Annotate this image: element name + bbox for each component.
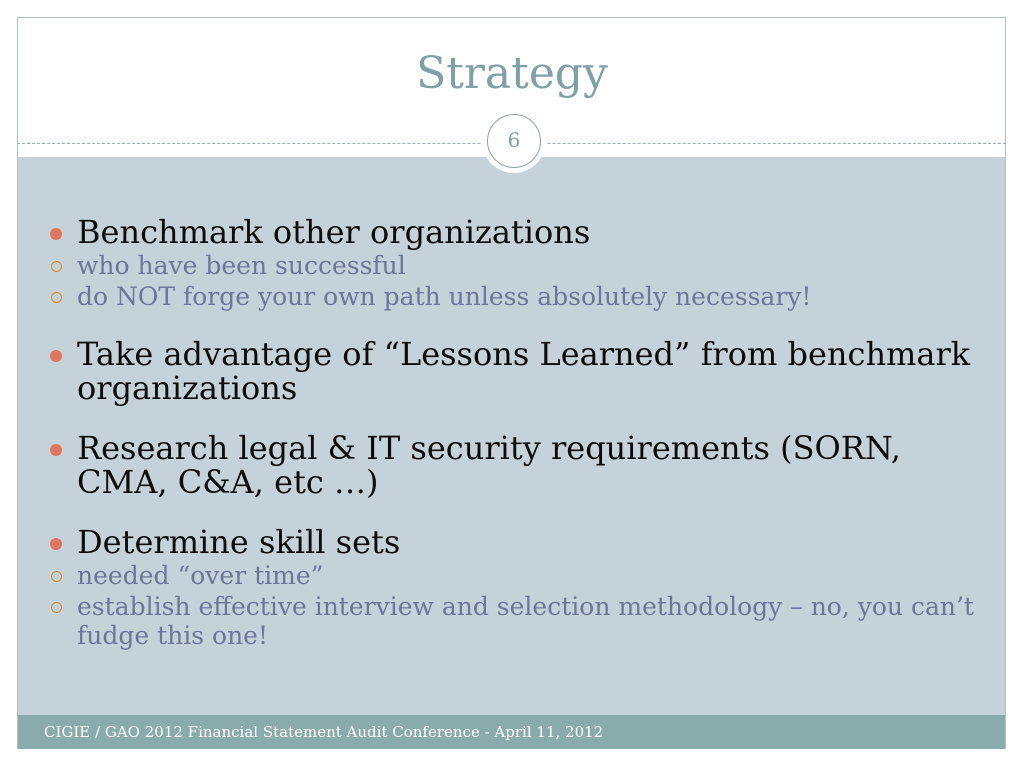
bullet-item [48, 525, 978, 559]
bullet-text: Take advantage of “Lessons Learned” from benchmark organizations [77, 335, 971, 407]
sub-bullet-text: establish effective interview and selection methodology – no, you can’t fudge this one! [77, 592, 974, 650]
sub-bullet-item [48, 592, 978, 650]
bullet-item [48, 215, 978, 249]
sub-bullet-circle-icon [51, 571, 62, 582]
bullet-dot-icon [50, 228, 62, 240]
bullet-dot-icon [50, 350, 62, 362]
page-number: 6 [487, 114, 541, 168]
bullet-dot-icon [50, 538, 62, 550]
sub-bullet-circle-icon [51, 292, 62, 303]
footer-text: CIGIE / GAO 2012 Financial Statement Audit Conference - April 11, 2012 [44, 723, 604, 741]
bullet-dot-icon [50, 444, 62, 456]
sub-bullet-text: do NOT forge your own path unless absolutely necessary! [77, 282, 812, 311]
sub-bullet-circle-icon [51, 602, 62, 613]
bullet-item [48, 337, 978, 405]
sub-bullet-item [48, 282, 978, 311]
sub-bullet-item [48, 561, 978, 590]
sub-bullet-item [48, 251, 978, 280]
sub-bullet-text: who have been successful [77, 251, 406, 280]
bullet-list [48, 215, 978, 650]
footer-bar [18, 715, 1005, 749]
sub-bullet-circle-icon [51, 261, 62, 272]
slide-title: Strategy [416, 48, 608, 99]
bullet-text: Research legal & IT security requirements (SORN, CMA, C&A, etc …) [77, 429, 901, 501]
bullet-item [48, 431, 978, 499]
bullet-text: Determine skill sets [77, 523, 401, 561]
sub-bullet-text: needed “over time” [77, 561, 324, 590]
bullet-text: Benchmark other organizations [77, 213, 591, 251]
